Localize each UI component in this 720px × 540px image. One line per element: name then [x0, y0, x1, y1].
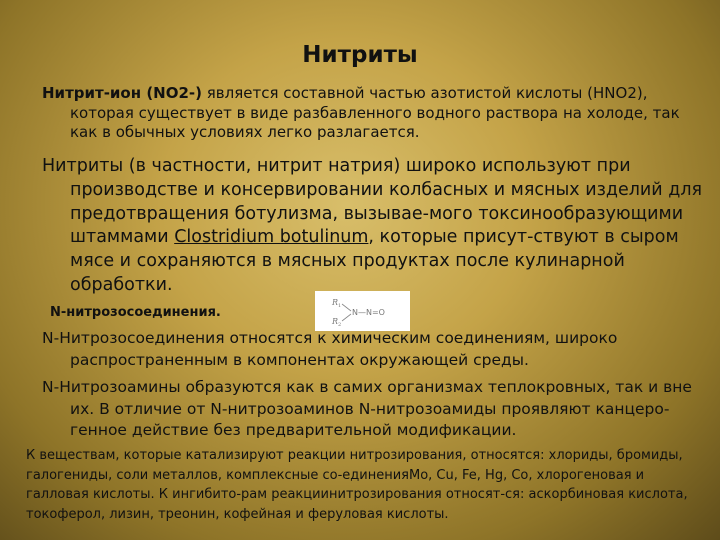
paragraph-catalysts [26, 446, 706, 524]
nitrite-ion-text: является составной частью азотистой кислоты (HNO2), которая существует в виде разбавленного водного раствора на холоде, так как в обычных условиях легко разлагается. [70, 84, 680, 141]
formula-bond-2 [342, 314, 351, 321]
slide-title: Нитриты [302, 42, 418, 68]
formula-r2-sub: 2 [338, 322, 342, 328]
paragraph-nitrite-ion [42, 84, 707, 143]
paragraph-nitrite-usage [42, 155, 707, 298]
nitrite-usage-text-end: , которые присут-ствуют в сыром мясе и сохраняются в мясных продуктах после кулинарной обработки. [70, 227, 679, 295]
formula-r2: R [332, 317, 339, 326]
nitrosamine-structure [315, 291, 410, 331]
nitrite-ion-term: Нитрит-ион (NO2-) [42, 84, 203, 102]
catalysts-metals: Mo, Cu, Fe, Hg, Co, [409, 467, 533, 483]
formula-r1: R [332, 298, 339, 307]
formula-r1-sub: 1 [338, 303, 342, 309]
clostridium-link[interactable]: Clostridium botulinum [174, 227, 369, 248]
catalysts-text-start: К веществам, которые катализируют реакции нитрозирования, относятся: хлориды, бромиды, галогениды, соли металлов, комплексные со-единения [26, 448, 683, 483]
nitrosamine-formula-image [315, 291, 410, 331]
formula-bond-1 [342, 304, 351, 311]
nitrite-usage-text-start: Нитриты (в частности, нитрит натрия) широко используют при производстве и консервировании колбасных и мясных изделий для предотвращения ботулизма, вызывае-мого токсинообразующими штаммами [42, 156, 703, 248]
paragraph-n-nitrosamines: N-Нитрозоамины образуются как в самих организмах теплокровных, так и вне их. В отличие от N-нитрозоаминов N-нитрозоамиды проявляют канцеро-генное действие без предварительной модификации. [42, 378, 692, 439]
catalysts-text-end: хлорогеновая и галловая кислоты. К ингибито-рам реакциинитрозирования относят-ся: аскорбиновая кислота, токоферол, лизин, треонин, кофейная и феруловая кислоты. [26, 467, 688, 522]
n-nitroso-heading: N-нитрозосоединения. [50, 305, 221, 320]
paragraph-n-nitroso-compounds: N-Нитрозосоединения относятся к химическим соединениям, широко распространенным в компонентах окружающей среды. [42, 329, 618, 369]
formula-group: N—N=O [352, 308, 385, 317]
